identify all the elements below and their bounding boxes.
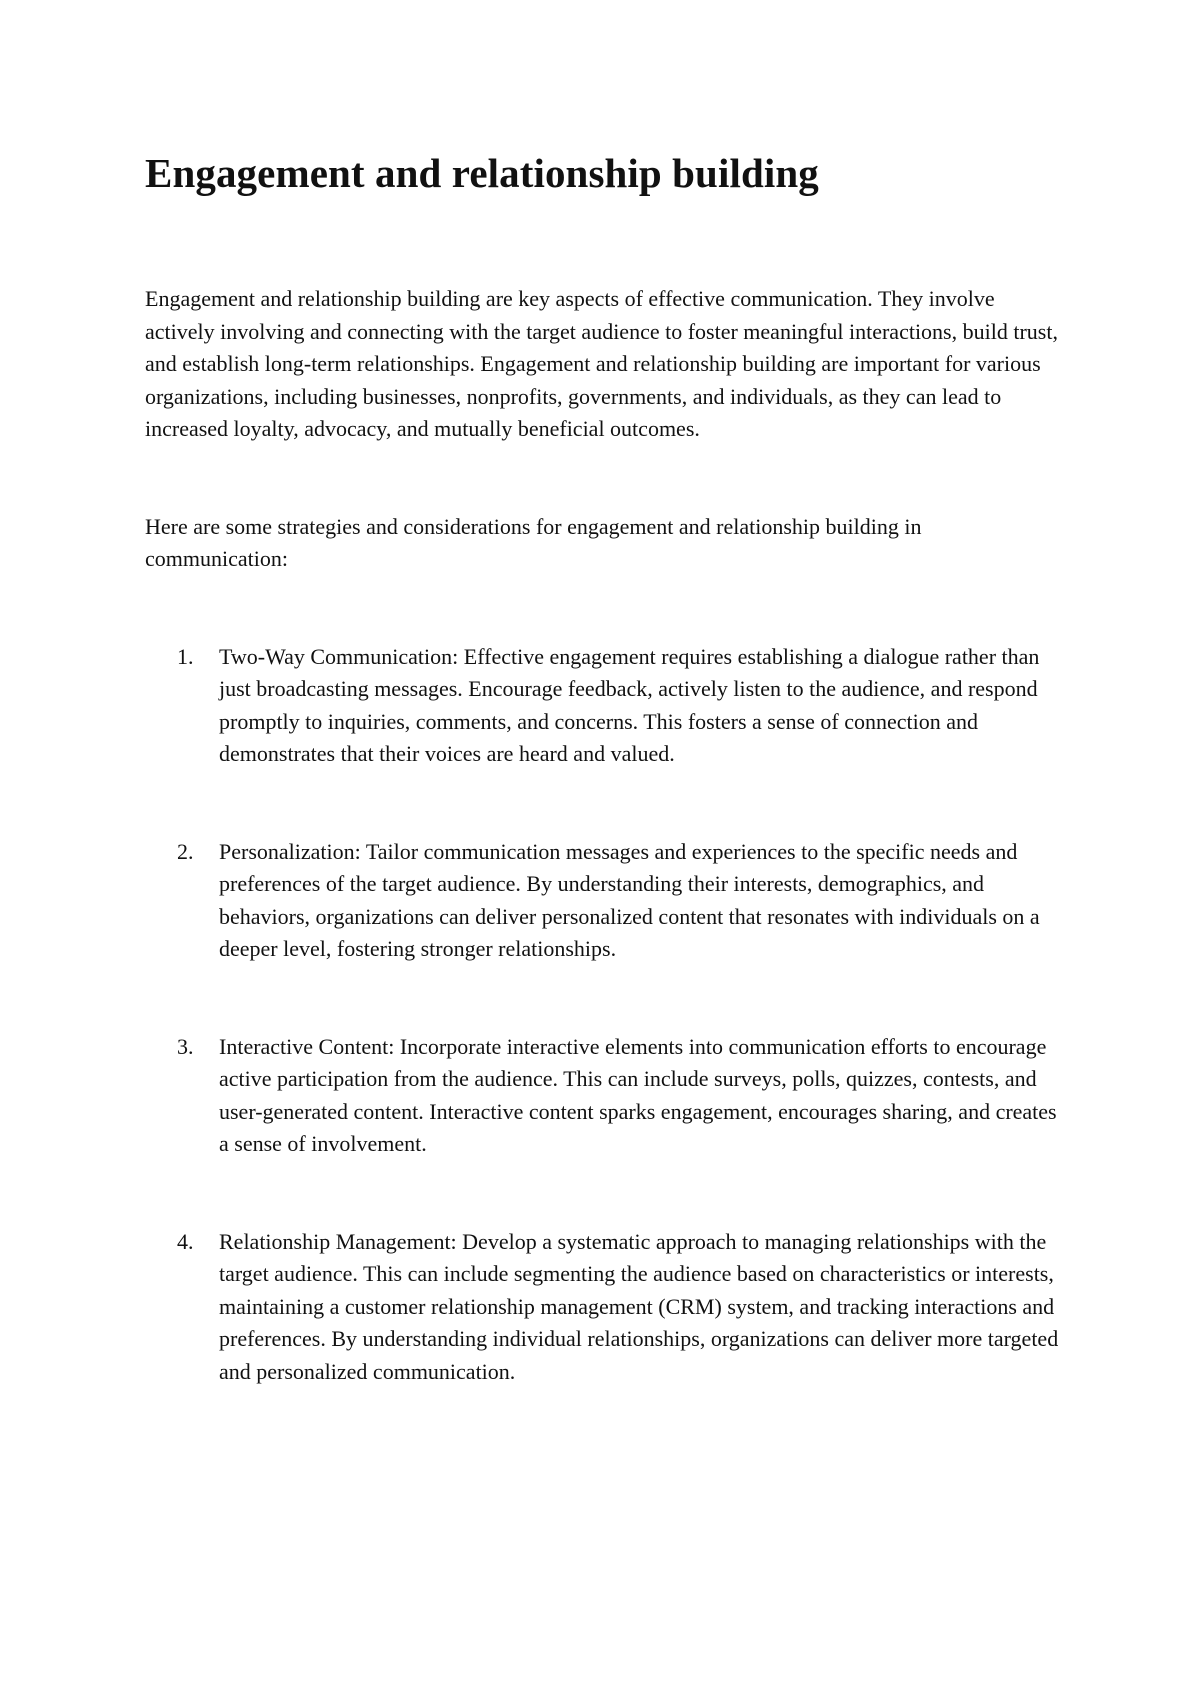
list-item-text: Relationship Management: Develop a systematic approach to managing relationships with the target audience. This can include segmenting the audience based on characteristics or interests, maintaining a customer relationship management (CRM) system, and tracking interactions and preferences. By understanding individual relationships, organizations can deliver more targeted and personalized communication.: [219, 1228, 1059, 1384]
list-item-number: 1.: [177, 643, 194, 669]
list-item: [145, 1226, 1059, 1389]
list-item: [145, 836, 1059, 966]
strategy-list: [145, 641, 1080, 1389]
list-item: [145, 641, 1059, 771]
lead-paragraph: Here are some strategies and considerations for engagement and relationship building in communication:: [145, 513, 922, 571]
list-item-text: Personalization: Tailor communication messages and experiences to the specific needs and preferences of the target audience. By understanding their interests, demographics, and behaviors, organizations can deliver personalized content that resonates with individuals on a deeper level, fostering stronger relationships.: [219, 838, 1040, 961]
list-item-number: 4.: [177, 1228, 194, 1254]
list-item-text: Two-Way Communication: Effective engagement requires establishing a dialogue rather than just broadcasting messages. Encourage feedback, actively listen to the audience, and respond promptly to inquiries, comments, and concerns. This fosters a sense of connection and demonstrates that their voices are heard and valued.: [219, 643, 1040, 766]
list-item-number: 3.: [177, 1033, 194, 1059]
list-item: [145, 1031, 1059, 1161]
intro-paragraph: Engagement and relationship building are key aspects of effective communication. They involve actively involving and connecting with the target audience to foster meaningful interactions, build trust, and establish long-term relationships. Engagement and relationship building are important for various organizations, including businesses, nonprofits, governments, and individuals, as they can lead to increased loyalty, advocacy, and mutually beneficial outcomes.: [145, 286, 1058, 441]
list-item-text: Interactive Content: Incorporate interactive elements into communication efforts to encourage active participation from the audience. This can include surveys, polls, quizzes, contests, and user-generated content. Interactive content sparks engagement, encourages sharing, and creates a sense of involvement.: [219, 1033, 1057, 1156]
list-item-number: 2.: [177, 838, 194, 864]
page-title: Engagement and relationship building: [145, 150, 819, 196]
